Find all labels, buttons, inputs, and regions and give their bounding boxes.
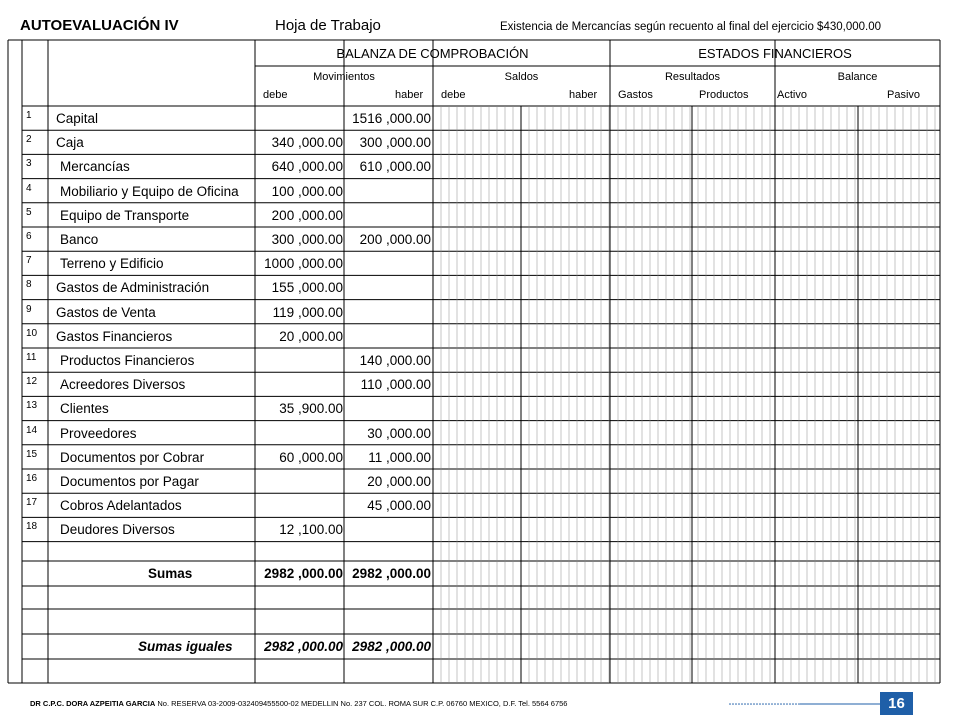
row-number: 12 [26, 376, 38, 388]
amount-haber: 30 ,000.00 [367, 425, 431, 441]
amount-debe: 100 ,000.00 [271, 183, 343, 199]
account-name: Deudores Diversos [60, 522, 175, 538]
col-gastos: Gastos [618, 89, 653, 101]
row-number: 10 [26, 327, 38, 339]
row-number: 14 [26, 424, 38, 436]
account-name: Documentos por Pagar [60, 474, 199, 489]
row-number: 15 [26, 448, 38, 460]
row-number: 5 [26, 206, 32, 218]
col-sal-haber: haber [569, 89, 598, 101]
account-name: Cobros Adelantados [60, 498, 182, 514]
amount-debe: 1000 ,000.00 [264, 256, 343, 272]
amount-debe: 119 ,000.00 [272, 304, 343, 320]
account-name: Acreedores Diversos [60, 377, 186, 393]
col-mov-haber: haber [395, 89, 424, 101]
row-number: 3 [26, 158, 32, 170]
row-number: 16 [26, 473, 38, 484]
account-name: Proveedores [60, 425, 137, 441]
sumas-haber: 2982 ,000.00 [352, 566, 431, 581]
account-name: Clientes [60, 401, 109, 417]
amount-haber: 45 ,000.00 [367, 498, 431, 514]
amount-debe: 60 ,000.00 [279, 449, 343, 465]
amount-debe: 200 ,000.00 [271, 207, 343, 223]
account-name: Equipo de Transporte [60, 207, 190, 223]
sumas-iguales-label: Sumas iguales [138, 639, 233, 654]
amount-debe: 35 ,900.00 [279, 401, 343, 417]
account-name: Documentos por Cobrar [60, 449, 205, 465]
amount-debe: 340 ,000.00 [271, 135, 343, 151]
account-name: Productos Financieros [60, 353, 195, 368]
sumas-label: Sumas [148, 566, 193, 581]
section-balanza: BALANZA DE COMPROBACIÓN [336, 46, 529, 61]
group-saldos: Saldos [504, 71, 539, 83]
section-estados: ESTADOS FINANCIEROS [698, 46, 852, 61]
amount-debe: 640 ,000.00 [271, 159, 343, 175]
amount-haber: 610 ,000.00 [359, 159, 431, 175]
row-number: 17 [26, 497, 38, 509]
account-name: Caja [56, 135, 84, 151]
sumas-iguales-haber: 2982 ,000.00 [352, 639, 431, 654]
row-number: 1 [26, 110, 32, 121]
group-resultados: Resultados [664, 71, 721, 83]
group-movimientos: Movimientos [313, 71, 375, 83]
sumas-debe: 2982 ,000.00 [264, 566, 343, 581]
amount-debe: 12 ,100.00 [279, 522, 343, 538]
col-productos: Productos [699, 89, 749, 101]
account-name: Terreno y Edificio [60, 256, 164, 272]
account-name: Banco [60, 232, 99, 247]
account-name: Mobiliario y Equipo de Oficina [60, 183, 239, 199]
row-number: 13 [26, 400, 38, 412]
sumas-iguales-debe: 2982 ,000.00 [264, 639, 343, 654]
footer-author: DR C.P.C. DORA AZPEITIA GARCIA [30, 699, 156, 708]
row-number: 9 [26, 303, 32, 315]
amount-haber: 300 ,000.00 [359, 135, 431, 151]
col-sal-debe: debe [441, 89, 466, 101]
col-activo: Activo [777, 89, 807, 101]
page-number-badge: 16 [880, 692, 913, 715]
row-number: 18 [26, 521, 38, 533]
group-balance: Balance [837, 71, 878, 83]
row-number: 2 [26, 134, 32, 146]
row-number: 8 [26, 279, 32, 291]
account-name: Gastos de Venta [56, 304, 156, 320]
row-number: 6 [26, 231, 32, 242]
amount-debe: 155 ,000.00 [271, 280, 343, 296]
col-mov-debe: debe [263, 89, 288, 101]
footer-credits [30, 699, 567, 708]
account-name: Mercancías [60, 159, 130, 175]
worksheet-subtitle: Hoja de Trabajo [275, 17, 381, 34]
amount-haber: 110 ,000.00 [360, 377, 431, 393]
footer-text: No. RESERVA 03-2009-032409455500-02 MEDELLIN No. 237 COL. ROMA SUR C.P. 06760 MEXICO, D.F. Tel. 5564 6756 [155, 699, 568, 708]
inventory-note: Existencia de Mercancías según recuento al final del ejercicio $430,000.00 [500, 21, 882, 33]
amount-haber: 1516 ,000.00 [352, 111, 431, 126]
amount-debe: 300 ,000.00 [271, 232, 343, 247]
amount-haber: 11 ,000.00 [368, 449, 431, 465]
page-title: AUTOEVALUACIÓN IV [20, 17, 179, 34]
amount-haber: 200 ,000.00 [359, 232, 431, 247]
account-name: Gastos Financieros [56, 328, 173, 344]
account-name: Capital [56, 111, 99, 126]
amount-haber: 140 ,000.00 [359, 353, 431, 368]
account-name: Gastos de Administración [56, 280, 210, 296]
row-number: 4 [26, 182, 32, 194]
amount-haber: 20 ,000.00 [367, 474, 431, 489]
row-number: 7 [26, 255, 32, 267]
row-number: 11 [26, 352, 37, 363]
amount-debe: 20 ,000.00 [279, 328, 343, 344]
col-pasivo: Pasivo [887, 89, 921, 101]
